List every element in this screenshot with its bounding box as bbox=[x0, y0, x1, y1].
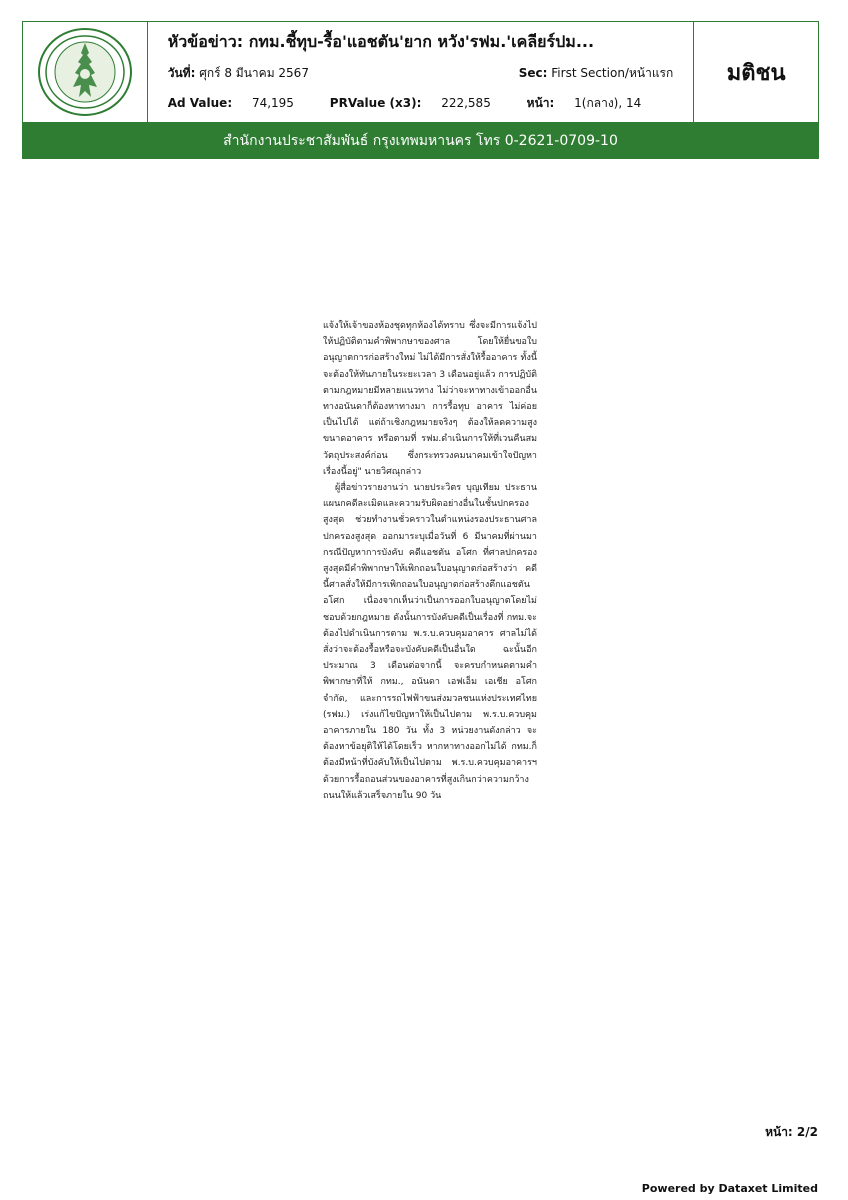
article-paragraph-2: ผู้สื่อข่าวรายงานว่า นายประวิตร บุญเทียม ประธานแผนกคดีละเมิดและความรับผิดอย่างอื่นในชั้นปกครองสูงสุด ช่วยทำงานชั่วคราวในตำแหน่งรองประธานศาลปกครองสูงสุด ออกมาระบุเมื่อวันที่ 6 มีนาคมที่ผ่านมา กรณีปัญหาการบังคับ คดีแอชตัน อโศก ที่ศาลปกครองสูงสุดมีคำพิพากษาให้เพิกถอนใบอนุญาตก่อสร้างว่า คดีนี้ศาลสั่งให้มีการเพิกถอนใบอนุญาตก่อสร้างตึกแอชตัน อโศก เนื่องจากเห็นว่าเป็นการออกใบอนุญาตโดยไม่ชอบด้วยกฎหมาย ดังนั้นการบังคับคดีเป็นเรื่องที่ กทม.จะต้องไปดำเนินการตาม พ.ร.บ.ควบคุมอาคาร ศาลไม่ได้สั่งว่าจะต้องรื้อหรือจะบังคับคดีเป็นอื่นใด ฉะนั้นอีกประมาณ 3 เดือนต่อจากนี้ จะครบกำหนดตามคำพิพากษาที่ให้ กทม., อนันดา เอฟเอ็ม เอเชีย อโศก จำกัด, และการรถไฟฟ้าขนส่งมวลชนแห่งประเทศไทย (รฟม.) เร่งแก้ไขปัญหาให้เป็นไปตาม พ.ร.บ.ควบคุมอาคารภายใน 180 วัน ทั้ง 3 หน่วยงานดังกล่าว จะต้องหาข้อยุติให้ได้โดยเร็ว หากหาทางออกไม่ได้ กทม.ก็ต้องมีหน้าที่บังคับให้เป็นไปตาม พ.ร.บ.ควบคุมอาคารฯ ด้วยการรื้อถอนส่วนของอาคารที่สูงเกินกว่าความกว้างถนนให้แล้วเสร็จภายใน 90 วัน bbox=[323, 483, 537, 801]
publication-cell bbox=[694, 22, 818, 122]
logo-cell bbox=[23, 22, 148, 122]
section-label: Sec: bbox=[518, 66, 548, 80]
headline-row bbox=[168, 30, 674, 55]
date-row bbox=[168, 64, 674, 83]
page-value: 1(กลาง), 14 bbox=[574, 96, 642, 110]
bangkok-seal-icon bbox=[37, 27, 133, 117]
headline-label: หัวข้อข่าว: bbox=[167, 32, 244, 51]
publication-name: มติชน bbox=[726, 60, 786, 86]
article-paragraph-1: แจ้งให้เจ้าของห้องชุดทุกห้องได้ทราบ ซึ่งจะมีการแจ้งไปให้ปฏิบัติตามคำพิพากษาของศาล โดยให้ยื่นขอใบอนุญาตการก่อสร้างใหม่ ไม่ได้มีการสั่งให้รื้ออาคาร ทั้งนี้ จะต้องให้ทันภายในระยะเวลา 3 เดือนอยู่แล้ว การปฏิบัติตามกฎหมายมีหลายแนวทาง ไม่ว่าจะหาทางเข้าออกอื่น ทางอนันดาก็ต้องหาทางมา การรื้อทุบ อาคาร ไม่ค่อยเป็นไปได้ แต่ถ้าเชิงกฎหมายจริงๆ ต้องให้ลดความสูงขนาดอาคาร หรือตามที่ รฟม.ดำเนินการให้ที่เวนคืนสมวัตถุประสงค์ก่อน ซึ่งกระทรวงคมนาคมเข้าใจปัญหาเรื่องนี้อยู่" นายวิศณุกล่าว bbox=[323, 321, 537, 477]
news-header bbox=[22, 21, 819, 123]
ad-value-label: Ad Value: bbox=[167, 96, 233, 110]
value-row bbox=[168, 94, 674, 113]
page-number: หน้า: 2/2 bbox=[765, 1125, 818, 1139]
article-body bbox=[323, 318, 537, 804]
ad-value: 74,195 bbox=[251, 96, 294, 110]
powered-by: Powered by Dataxet Limited bbox=[641, 1182, 818, 1195]
section-value: First Section/หน้าแรก bbox=[551, 66, 674, 80]
contact-banner: สำนักงานประชาสัมพันธ์ กรุงเทพมหานคร โทร 0-2621-0709-10 bbox=[22, 123, 819, 159]
date-label: วันที่: bbox=[167, 66, 196, 80]
page-label: หน้า: bbox=[526, 96, 555, 110]
pr-value: 222,585 bbox=[441, 96, 491, 110]
pr-value-label: PRValue (x3): bbox=[329, 96, 422, 110]
info-cell bbox=[148, 22, 695, 122]
date-value: ศุกร์ 8 มีนาคม 2567 bbox=[199, 66, 309, 80]
headline-text: กทม.ชี้ทุบ-รื้อ'แอชตัน'ยาก หวัง'รฟม.'เคลียร์ปม... bbox=[248, 32, 595, 51]
